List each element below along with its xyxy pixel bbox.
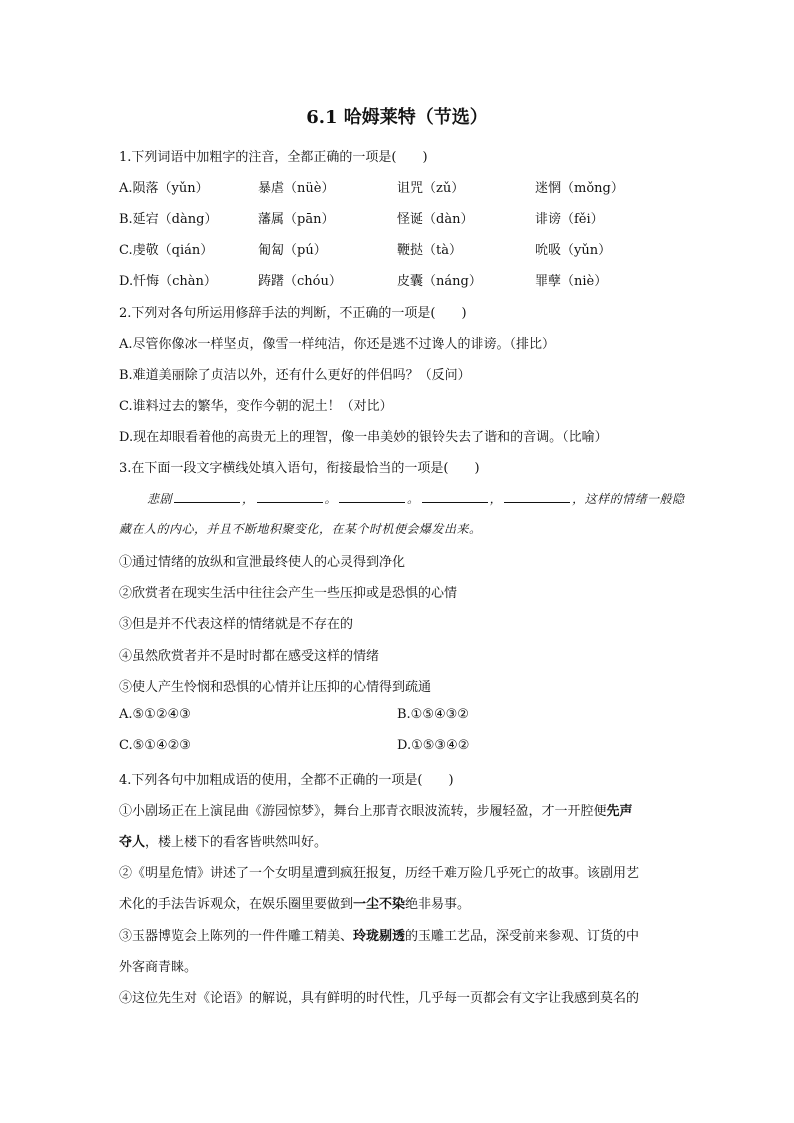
q3-blank-2 [257, 490, 323, 503]
q1-option-a-word4: 迷惘（mǒng） [535, 181, 624, 196]
q4-sentence-1-line2 [119, 831, 327, 850]
q1-option-a-word1: A.陨落（yǔn） [119, 181, 209, 196]
q3-item-2: ②欣赏者在现实生活中往往会产生一些压抑或是恐惧的心情 [119, 586, 458, 601]
page-title: 6.1 哈姆莱特（节选） [306, 107, 488, 128]
q3-passage-end: ，这样的情绪一般隐 [572, 492, 685, 506]
q1-stem: 1.下列词语中加粗字的注音，全都正确的一项是( ) [119, 150, 428, 165]
q2-option-a: A.尽管你像冰一样坚贞，像雪一样纯洁，你还是逃不过谗人的诽谤。（排比） [119, 337, 556, 352]
q3-item-1: ①通过情绪的放纵和宣泄最终使人的心灵得到净化 [119, 555, 406, 570]
q4-stem: 4.下列各句中加粗成语的使用，全都不正确的一项是( ) [119, 773, 454, 788]
q3-item-4: ④虽然欣赏者并不是时时都在感受这样的情绪 [119, 649, 380, 664]
q3-blank-4 [422, 490, 488, 503]
q4-s2-text-b: 绝非易事。 [405, 897, 471, 912]
q3-stem: 3.在下面一段文字横线处填入语句，衔接最恰当的一项是( ) [119, 461, 480, 476]
q4-s2-text-a: 术化的手法告诉观众，在娱乐圈里要做到 [119, 897, 354, 912]
q1-option-d-word3: 皮囊（náng） [397, 274, 482, 289]
q4-s3-text-a: ③玉器博览会上陈列的一件件雕工精美、 [119, 929, 354, 944]
q1-option-b-word3: 怪诞（dàn） [397, 212, 474, 227]
q3-sep-4: ， [489, 492, 503, 506]
q4-s1-idiom-part2: 夺人 [119, 835, 146, 850]
q1-option-c-word2: 匍匐（pú） [258, 243, 327, 258]
q1-option-a-word2: 暴虐（nüè） [258, 181, 335, 196]
q4-sentence-4-line1: ④这位先生对《论语》的解说，具有鲜明的时代性，几乎每一页都会有文字让我感到莫名的 [119, 991, 640, 1006]
q2-option-c: C.谁料过去的繁华，变作今朝的泥土！（对比） [119, 399, 393, 414]
q3-passage-line2: 藏在人的内心，并且不断地积聚变化，在某个时机便会爆发出来。 [119, 522, 482, 536]
q1-option-a-word3: 诅咒（zǔ） [397, 181, 465, 196]
q1-option-c-word3: 鞭挞（tà） [397, 243, 462, 258]
q3-option-b: B.①⑤④③② [397, 707, 469, 722]
q4-s1-text-a: ①小剧场正在上演昆曲《游园惊梦》，舞台上那青衣眼波流转，步履轻盈，才一开腔便 [119, 804, 607, 819]
q2-stem: 2.下列对各句所运用修辞手法的判断，不正确的一项是( ) [119, 306, 467, 321]
q1-option-b-word2: 藩属（pān） [258, 212, 335, 227]
q4-s1-text-b: ，楼上楼下的看客皆哄然叫好。 [145, 835, 328, 850]
q1-option-d-word2: 踌躇（chóu） [258, 274, 342, 289]
q3-passage-line1 [147, 490, 685, 507]
q3-passage-start: 悲剧 [147, 492, 173, 506]
q2-option-b: B.难道美丽除了贞洁以外，还有什么更好的伴侣吗？（反问） [119, 368, 471, 383]
q4-sentence-2-line2 [119, 893, 470, 912]
q1-option-d-word1: D.忏悔（chàn） [119, 274, 217, 289]
q3-blank-1 [174, 490, 240, 503]
q4-s3-idiom: 玲珑剔透 [353, 929, 406, 944]
q3-sep-2: 。 [324, 492, 338, 506]
q3-option-d: D.①⑤③④② [397, 738, 470, 753]
q1-option-c-word1: C.虔敬（qián） [119, 243, 214, 258]
q4-sentence-1-line1 [119, 800, 633, 819]
q3-option-c: C.⑤①④②③ [119, 738, 191, 753]
q4-s2-idiom: 一尘不染 [353, 897, 406, 912]
q4-sentence-2-line1: ②《明星危情》讲述了一个女明星遭到疯狂报复，历经千难万险几乎死亡的故事。该剧用艺 [119, 866, 640, 881]
q3-item-5: ⑤使人产生怜悯和恐惧的心情并让压抑的心情得到疏通 [119, 680, 432, 695]
q4-sentence-3-line1 [119, 925, 639, 944]
q2-option-d: D.现在却眼看着他的高贵无上的理智，像一串美妙的银铃失去了谐和的音调。（比喻） [119, 430, 608, 445]
q4-sentence-3-line2: 外客商青睐。 [119, 960, 198, 975]
q3-blank-5 [504, 490, 570, 503]
q1-option-b-word4: 诽谤（fěi） [535, 212, 604, 227]
q4-s3-text-b: 的玉雕工艺品，深受前来参观、订货的中 [405, 929, 640, 944]
q3-item-3: ③但是并不代表这样的情绪就是不存在的 [119, 617, 354, 632]
q3-option-a: A.⑤①②④③ [119, 707, 191, 722]
q3-sep-3: 。 [407, 492, 420, 506]
q4-s1-idiom-part1: 先声 [606, 804, 633, 819]
q1-option-c-word4: 吮吸（yǔn） [535, 243, 612, 258]
q1-option-b-word1: B.延宕（dàng） [119, 212, 218, 227]
q3-sep-1: ， [242, 492, 255, 506]
q1-option-d-word4: 罪孽（niè） [535, 274, 608, 289]
q3-blank-3 [339, 490, 405, 503]
